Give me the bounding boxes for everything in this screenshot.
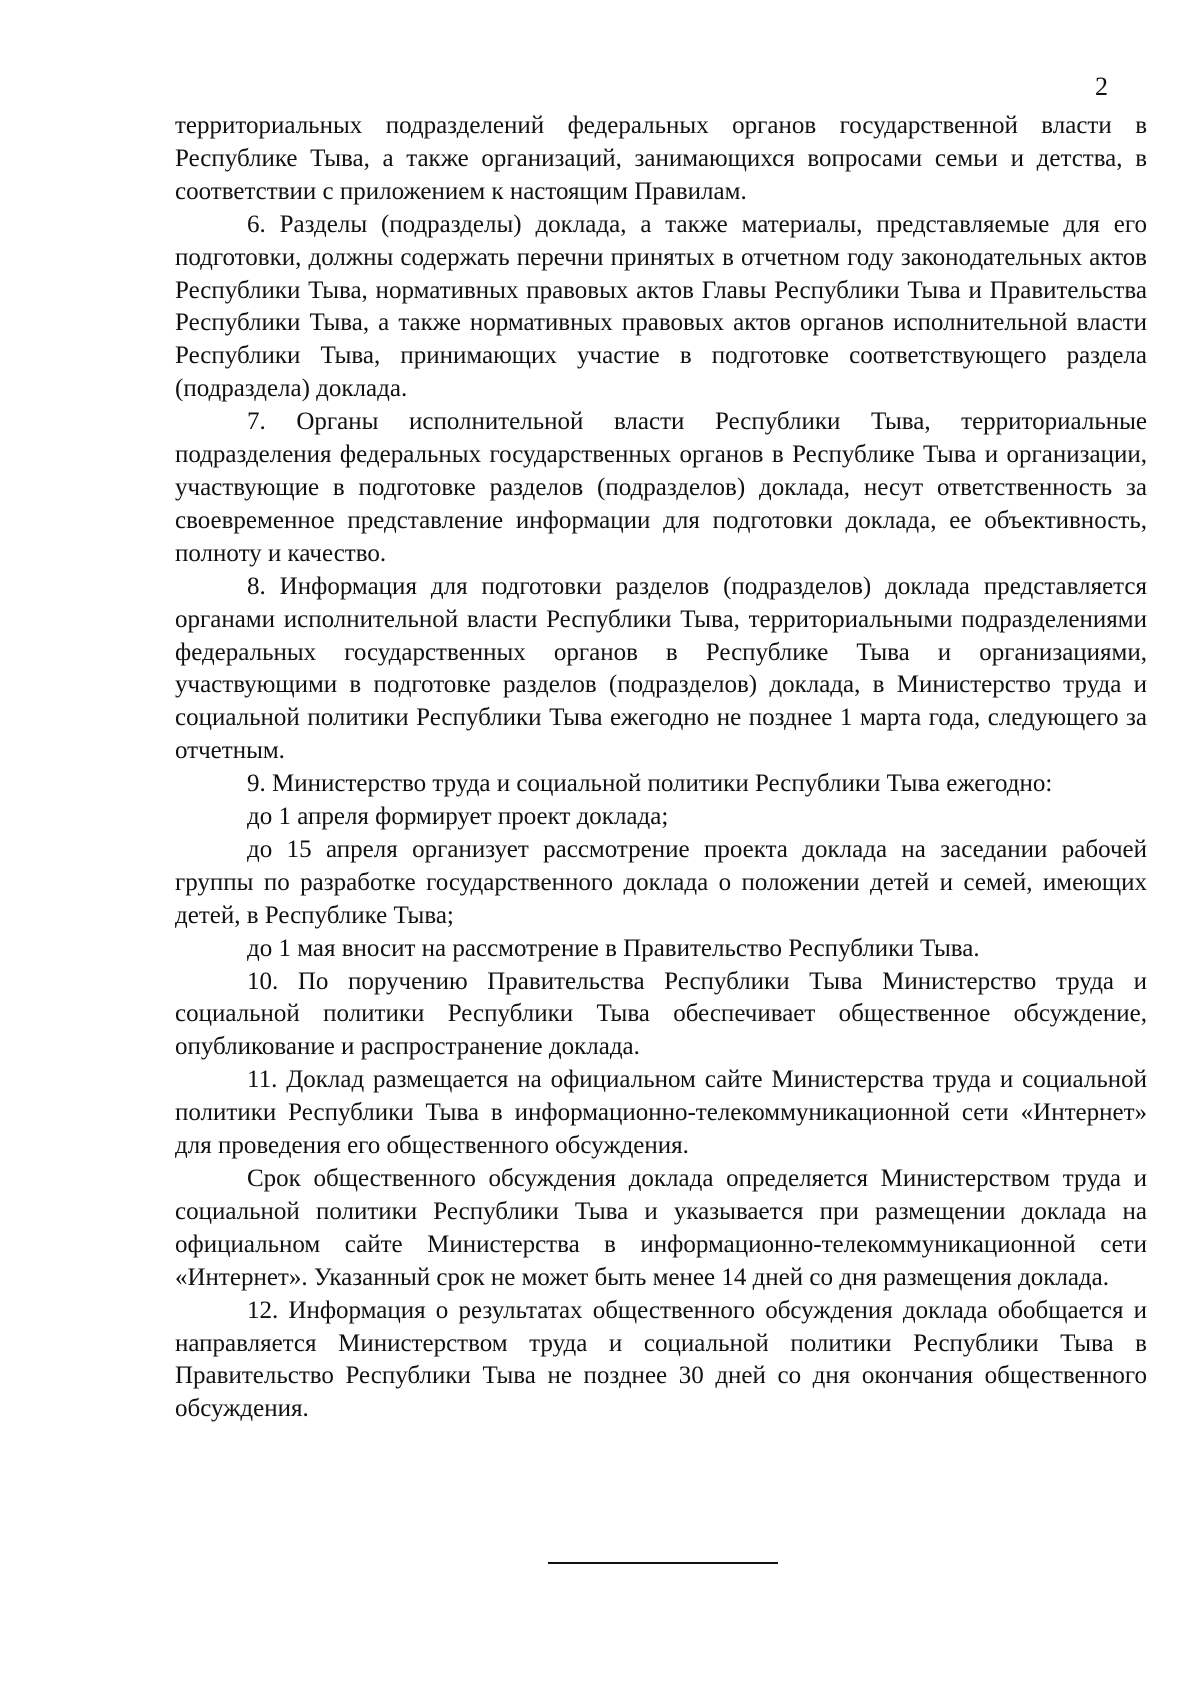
paragraph-7: 7. Органы исполнительной власти Республики Тыва, территориальные подразделения федеральных государственных органов в Республике Тыва и организации, участвующие в подготовке разделов (подразделов) доклада, несут ответственность за своевременное представление информации для подготовки доклада, ее объективность, полноту и качество.	[175, 408, 1147, 567]
paragraph-9-item-1: до 1 апреля формирует проект доклада;	[247, 803, 669, 831]
paragraph-12: 12. Информация о результатах общественного обсуждения доклада обобщается и направляется Министерством труда и социальной политики Республики Тыва в Правительство Республики Тыва не позднее 30 дней со дня окончания общественного обсуждения.	[175, 1296, 1147, 1423]
page-number: 2	[1095, 72, 1108, 101]
paragraph-11-term: Срок общественного обсуждения доклада определяется Министерством труда и социальной политики Республики Тыва и указывается при размещении доклада на официальном сайте Министерства в информационно-телекоммуникационной сети «Интернет». Указанный срок не может быть менее 14 дней со дня размещения доклада.	[175, 1165, 1147, 1291]
paragraph-9: 9. Министерство труда и социальной политики Республики Тыва ежегодно:	[247, 770, 1053, 798]
paragraph-10: 10. По поручению Правительства Республики Тыва Министерство труда и социальной политики Республики Тыва обеспечивает общественное обсуждение, опубликование и распространение доклада.	[175, 967, 1147, 1061]
paragraph-continuation: территориальных подразделений федеральных органов государственной власти в Республике Тыва, а также организаций, занимающихся вопросами семьи и детства, в соответствии с приложением к настоящим Правилам.	[175, 112, 1147, 205]
paragraph-8: 8. Информация для подготовки разделов (подразделов) доклада представляется органами исполнительной власти Республики Тыва, территориальными подразделениями федеральных государственных органов в Республике Тыва и организациями, участвующими в подготовке разделов (подразделов) доклада, в Министерство труда и социальной политики Республики Тыва ежегодно не позднее 1 марта года, следующего за отчетным.	[175, 572, 1147, 765]
paragraph-6: 6. Разделы (подразделы) доклада, а также материалы, представляемые для его подготовки, должны содержать перечни принятых в отчетном году законодательных актов Республики Тыва, нормативных правовых актов Главы Республики Тыва и Правительства Республики Тыва, а также нормативных правовых актов органов исполнительной власти Республики Тыва, принимающих участие в подготовке соответствующего раздела (подраздела) доклада.	[175, 210, 1147, 403]
paragraph-9-item-3: до 1 мая вносит на рассмотрение в Правительство Республики Тыва.	[247, 934, 980, 962]
document-body	[175, 110, 1147, 1426]
paragraph-11: 11. Доклад размещается на официальном сайте Министерства труда и социальной политики Республики Тыва в информационно-телекоммуникационной сети «Интернет» для проведения его общественного обсуждения.	[175, 1066, 1147, 1160]
closing-divider	[548, 1562, 778, 1564]
paragraph-9-item-2: до 15 апреля организует рассмотрение проекта доклада на заседании рабочей группы по разработке государственного доклада о положении детей и семей, имеющих детей, в Республике Тыва;	[175, 835, 1147, 929]
